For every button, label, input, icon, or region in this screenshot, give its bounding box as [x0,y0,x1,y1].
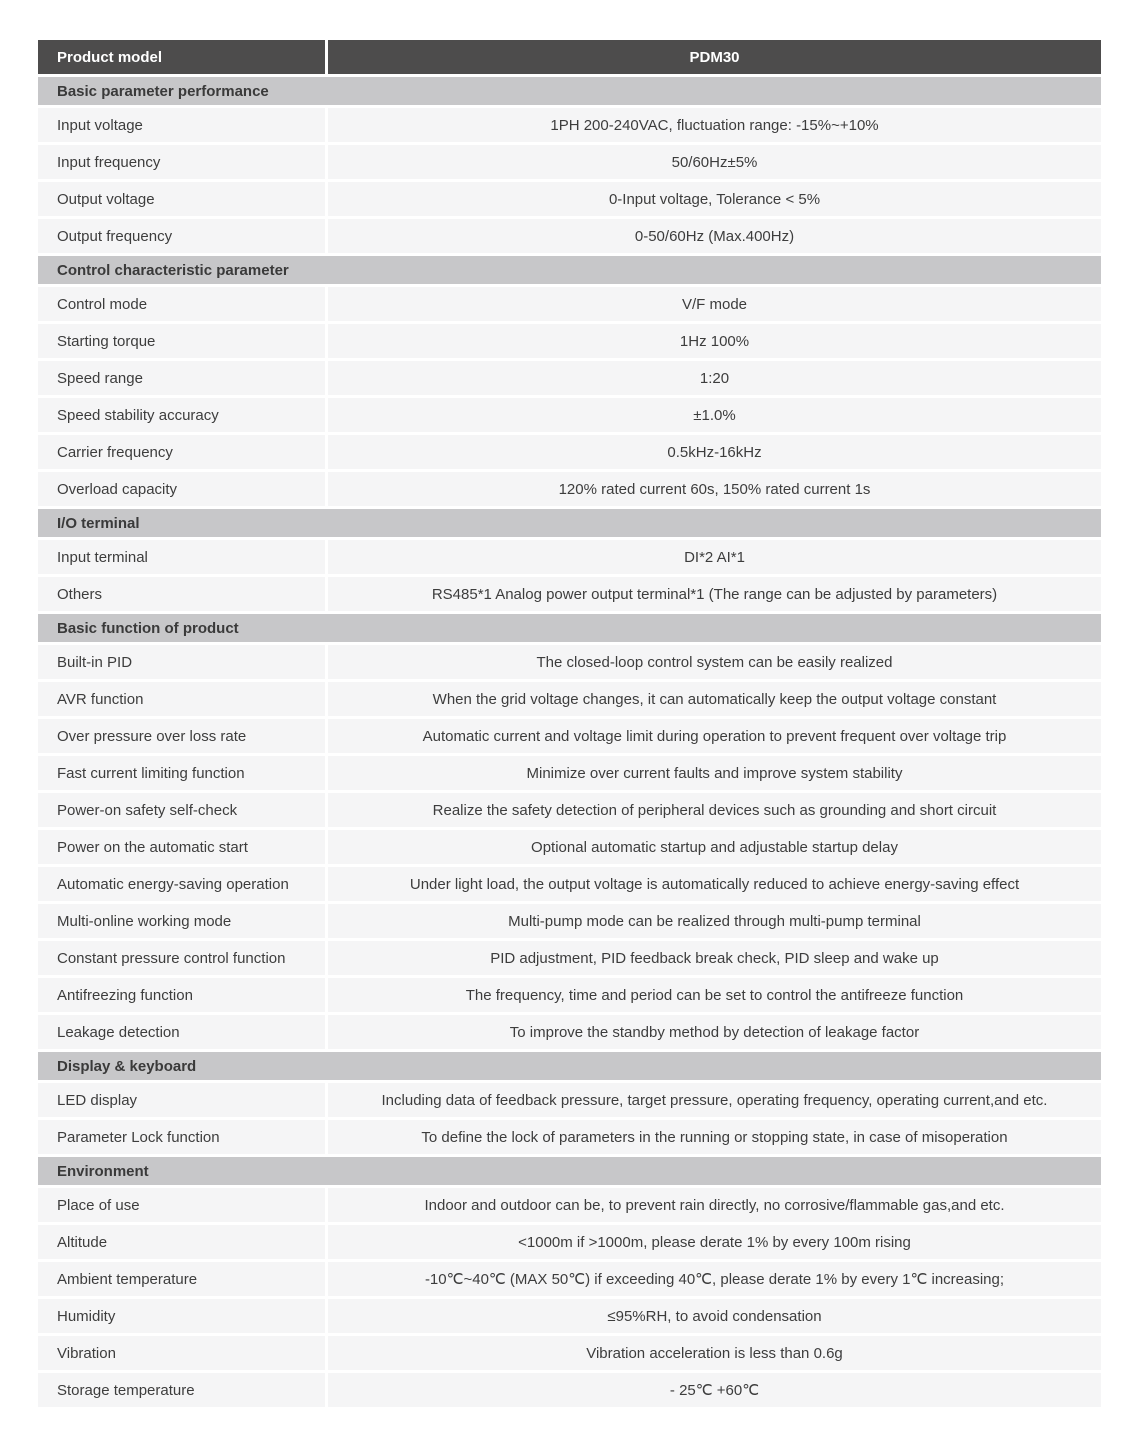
row-label: Ambient temperature [38,1262,325,1296]
table-row [38,1262,1101,1296]
table-row [38,577,1101,611]
row-value: Vibration acceleration is less than 0.6g [328,1336,1101,1370]
row-label: Speed range [38,361,325,395]
table-row [38,324,1101,358]
product-spec-table [38,40,1101,1410]
table-body [38,77,1101,1407]
row-value: 0.5kHz-16kHz [328,435,1101,469]
table-row [38,1373,1101,1407]
row-value: <1000m if >1000m, please derate 1% by every 100m rising [328,1225,1101,1259]
table-row [38,219,1101,253]
table-row [38,867,1101,901]
row-value: 1:20 [328,361,1101,395]
row-value: -10℃~40℃ (MAX 50℃) if exceeding 40℃, please derate 1% by every 1℃ increasing; [328,1262,1101,1296]
section-header: Control characteristic parameter [38,256,1101,284]
row-value: Multi-pump mode can be realized through multi-pump terminal [328,904,1101,938]
table-row [38,756,1101,790]
row-label: Input frequency [38,145,325,179]
row-value: 0-Input voltage, Tolerance < 5% [328,182,1101,216]
row-label: Antifreezing function [38,978,325,1012]
row-label: Input voltage [38,108,325,142]
table-header-row [38,40,1101,74]
row-value: Minimize over current faults and improve system stability [328,756,1101,790]
table-row [38,540,1101,574]
row-value: ≤95%RH, to avoid condensation [328,1299,1101,1333]
row-label: Multi-online working mode [38,904,325,938]
table-row [38,793,1101,827]
row-label: Fast current limiting function [38,756,325,790]
section-header: Basic function of product [38,614,1101,642]
table-row [38,1015,1101,1049]
table-row [38,682,1101,716]
row-label: Built-in PID [38,645,325,679]
row-value: Optional automatic startup and adjustable startup delay [328,830,1101,864]
row-label: Leakage detection [38,1015,325,1049]
row-label: Humidity [38,1299,325,1333]
table-row [38,398,1101,432]
row-label: Power on the automatic start [38,830,325,864]
section-header: Display & keyboard [38,1052,1101,1080]
table-row [38,108,1101,142]
row-label: Storage temperature [38,1373,325,1407]
row-label: Altitude [38,1225,325,1259]
table-row [38,1188,1101,1222]
table-row [38,435,1101,469]
table-row [38,287,1101,321]
section-header: I/O terminal [38,509,1101,537]
section-header: Environment [38,1157,1101,1185]
row-value: DI*2 AI*1 [328,540,1101,574]
row-label: Automatic energy-saving operation [38,867,325,901]
row-value: 50/60Hz±5% [328,145,1101,179]
table-row [38,1120,1101,1154]
row-label: Others [38,577,325,611]
table-row [38,1083,1101,1117]
row-value: 1PH 200-240VAC, fluctuation range: -15%~+10% [328,108,1101,142]
row-label: Place of use [38,1188,325,1222]
row-value: V/F mode [328,287,1101,321]
row-label: Constant pressure control function [38,941,325,975]
row-value: 1Hz 100% [328,324,1101,358]
row-value: RS485*1 Analog power output terminal*1 (The range can be adjusted by parameters) [328,577,1101,611]
row-label: LED display [38,1083,325,1117]
table-row [38,145,1101,179]
table-row [38,1299,1101,1333]
table-row [38,719,1101,753]
row-value: 120% rated current 60s, 150% rated current 1s [328,472,1101,506]
row-label: Carrier frequency [38,435,325,469]
row-value: Under light load, the output voltage is automatically reduced to achieve energy-saving effect [328,867,1101,901]
section-header: Basic parameter performance [38,77,1101,105]
row-label: AVR function [38,682,325,716]
row-label: Over pressure over loss rate [38,719,325,753]
row-value: The frequency, time and period can be set to control the antifreeze function [328,978,1101,1012]
row-label: Power-on safety self-check [38,793,325,827]
table-row [38,1225,1101,1259]
row-label: Control mode [38,287,325,321]
table-row [38,472,1101,506]
row-value: 0-50/60Hz (Max.400Hz) [328,219,1101,253]
table-row [38,941,1101,975]
row-label: Parameter Lock function [38,1120,325,1154]
row-label: Vibration [38,1336,325,1370]
table-row [38,182,1101,216]
row-value: To improve the standby method by detection of leakage factor [328,1015,1101,1049]
row-value: Indoor and outdoor can be, to prevent rain directly, no corrosive/flammable gas,and etc. [328,1188,1101,1222]
row-label: Overload capacity [38,472,325,506]
row-value: ±1.0% [328,398,1101,432]
row-value: When the grid voltage changes, it can automatically keep the output voltage constant [328,682,1101,716]
row-value: Including data of feedback pressure, target pressure, operating frequency, operating current,and etc. [328,1083,1101,1117]
row-label: Speed stability accuracy [38,398,325,432]
table-row [38,361,1101,395]
row-label: Starting torque [38,324,325,358]
table-row [38,645,1101,679]
table-row [38,830,1101,864]
row-value: The closed-loop control system can be easily realized [328,645,1101,679]
row-value: Automatic current and voltage limit during operation to prevent frequent over voltage trip [328,719,1101,753]
table-row [38,1336,1101,1370]
table-row [38,978,1101,1012]
product-model-header-cell: Product model [38,40,325,74]
row-value: PID adjustment, PID feedback break check, PID sleep and wake up [328,941,1101,975]
row-value: - 25℃ +60℃ [328,1373,1101,1407]
row-label: Output voltage [38,182,325,216]
row-value: To define the lock of parameters in the running or stopping state, in case of misoperation [328,1120,1101,1154]
table-row [38,904,1101,938]
product-model-value-cell: PDM30 [328,40,1101,74]
row-label: Input terminal [38,540,325,574]
row-label: Output frequency [38,219,325,253]
row-value: Realize the safety detection of peripheral devices such as grounding and short circuit [328,793,1101,827]
